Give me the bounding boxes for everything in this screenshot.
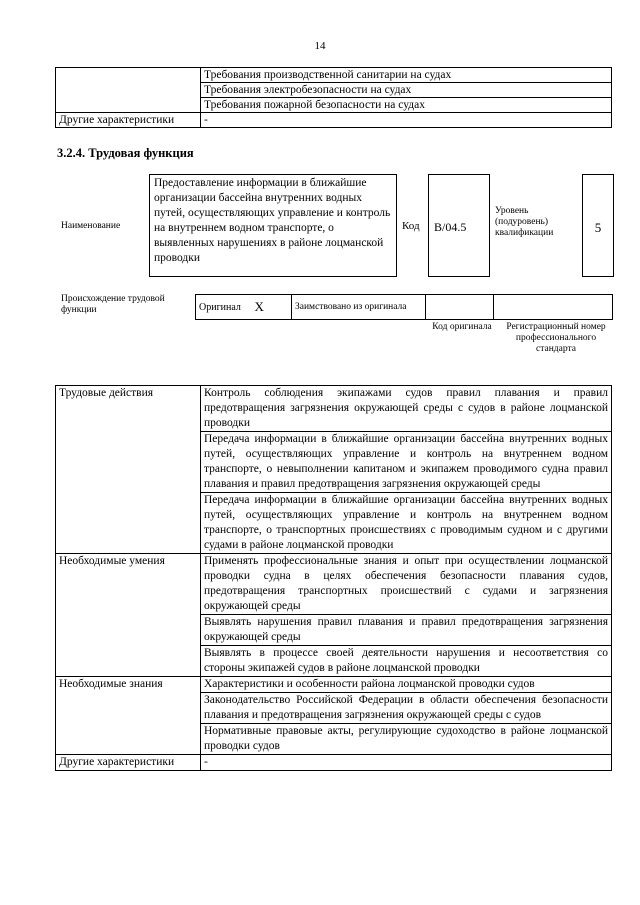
continuation-item: Требования пожарной безопасности на судах	[201, 98, 612, 113]
code-value: B/04.5	[434, 220, 467, 234]
required-knowledge-label: Необходимые знания	[56, 677, 201, 755]
required-skill-item: Выявлять в процессе своей деятельности нарушения и несоответствия со стороны экипажей судов в районе лоцманской проводки	[201, 646, 612, 677]
table-row	[56, 755, 612, 771]
borrowed-label: Заимствовано из оригинала	[292, 295, 426, 320]
function-name-box: Предоставление информации в ближайшие организации бассейна внутренних водных путей, осуществляющих управление и контроль на внутреннем водном транспорте, о выявленных нарушениях в районе лоцманской проводки	[149, 174, 397, 277]
continuation-item: Требования производственной санитарии на судах	[201, 68, 612, 83]
code-label: Код	[402, 220, 420, 232]
table-row	[56, 386, 612, 432]
name-label: Наименование	[61, 221, 121, 231]
required-knowledge-item: Характеристики и особенности района лоцманской проводки судов	[201, 677, 612, 693]
registration-number-caption: Регистрационный номер профессионального стандарта	[506, 322, 606, 354]
origin-label: Происхождение трудовой функции	[61, 294, 165, 315]
other-characteristics-label: Другие характеристики	[56, 113, 201, 128]
continuation-item: Требования электробезопасности на судах	[201, 83, 612, 98]
required-skill-item: Применять профессиональные знания и опыт при осуществлении лоцманской проводки судна в целях обеспечения безопасности плавания судов, предотвращения транспортных происшествий с судами и загрязнения окружающей среды	[201, 554, 612, 615]
continuation-category-cell	[56, 68, 201, 113]
other-characteristics-label: Другие характеристики	[56, 755, 201, 771]
labor-actions-label: Трудовые действия	[56, 386, 201, 554]
labor-action-item: Передача информации в ближайшие организации бассейна внутренних водных путей, осуществляющих управление и контроль на внутреннем водном транспорте, о невыполнении капитаном и экипажем проводимого судна правил плавания и правил предотвращения загрязнения окружающей среды	[201, 432, 612, 493]
qualification-level-value: 5	[594, 220, 602, 235]
continuation-table	[55, 67, 612, 128]
labor-action-item: Передача информации в ближайшие организации бассейна внутренних водных путей, осуществляющих управление и контроль на внутреннем водном транспорте, о транспортных происшествиях с проводимым судном и с другими судами в районе лоцманской проводки	[201, 493, 612, 554]
qualification-level-label: Уровень (подуровень) квалификации	[495, 206, 554, 238]
original-code-cell	[426, 295, 494, 320]
other-characteristics-value: -	[201, 755, 612, 771]
qualification-level-box	[582, 174, 614, 277]
required-skill-item: Выявлять нарушения правил плавания и правил предотвращения загрязнения окружающей среды	[201, 615, 612, 646]
required-knowledge-item: Законодательство Российской Федерации в области обеспечения безопасности плавания и предотвращения загрязнения окружающей среды с судов	[201, 693, 612, 724]
table-row	[56, 677, 612, 693]
origin-table	[195, 294, 613, 320]
section-heading: 3.2.4. Трудовая функция	[57, 146, 194, 160]
original-code-caption: Код оригинала	[432, 322, 492, 332]
other-characteristics-value: -	[201, 113, 612, 128]
table-row	[196, 295, 613, 320]
table-row	[56, 113, 612, 128]
table-row	[56, 554, 612, 615]
original-mark: X	[252, 295, 292, 320]
labor-action-item: Контроль соблюдения экипажами судов правил плавания и правил предотвращения загрязнения окружающей среды с судов в районе лоцманской проводки	[201, 386, 612, 432]
table-row	[56, 68, 612, 83]
code-box	[428, 174, 490, 277]
original-label: Оригинал	[196, 295, 252, 320]
required-knowledge-item: Нормативные правовые акты, регулирующие судоходство в районе лоцманской проводки судов	[201, 724, 612, 755]
registration-number-cell	[494, 295, 613, 320]
required-skills-label: Необходимые умения	[56, 554, 201, 677]
page-number: 14	[314, 40, 326, 52]
function-details-table	[55, 385, 612, 771]
